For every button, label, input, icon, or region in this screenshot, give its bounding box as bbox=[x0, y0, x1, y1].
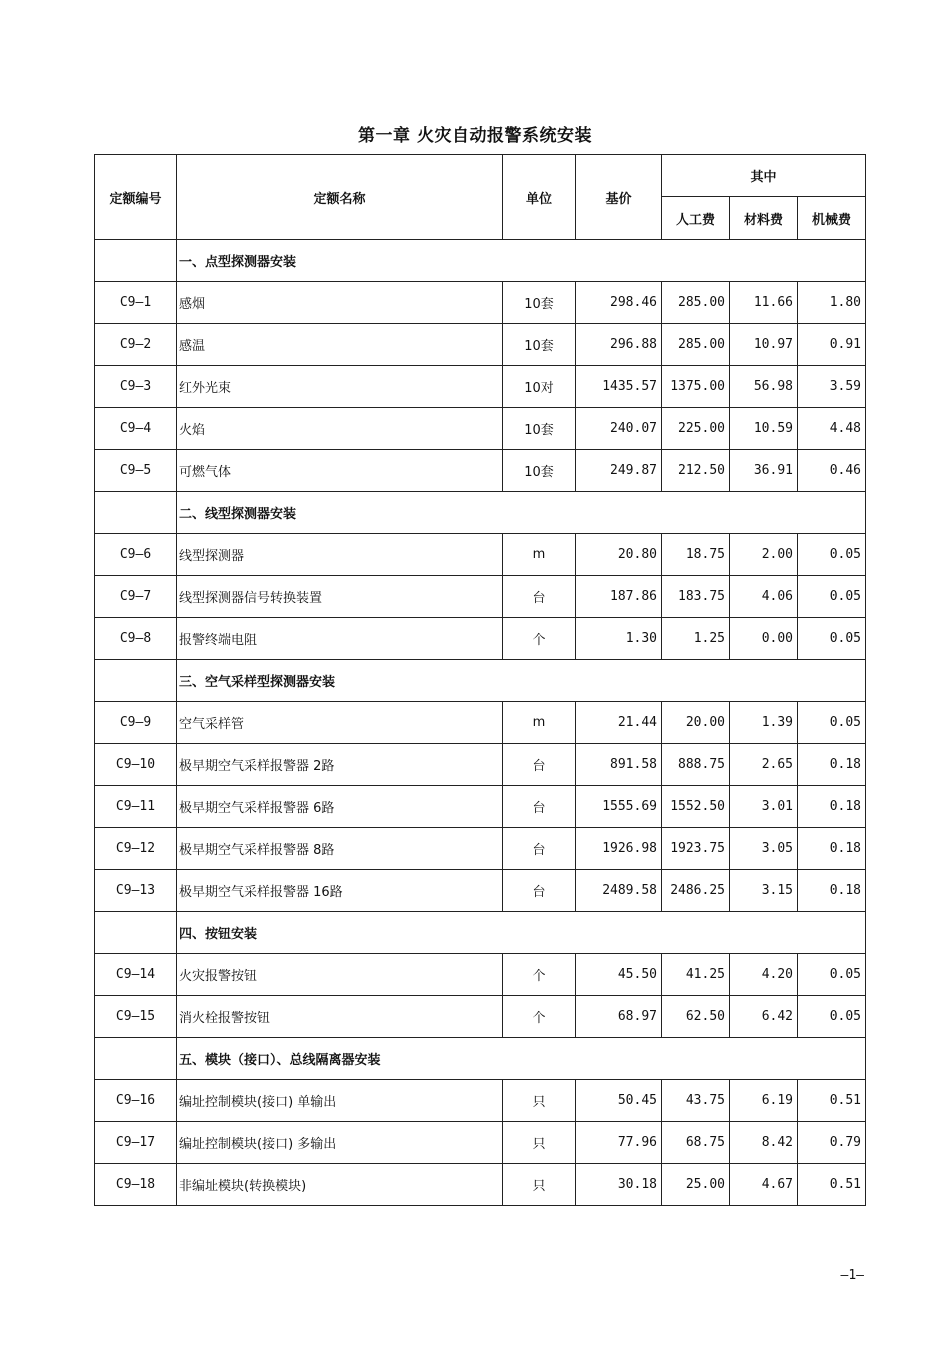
cell-machine: 0.18 bbox=[798, 870, 866, 912]
cell-material: 10.97 bbox=[730, 324, 798, 366]
cell-code: C9—17 bbox=[95, 1122, 177, 1164]
cell-labor: 2486.25 bbox=[662, 870, 730, 912]
section-code-cell bbox=[95, 1038, 177, 1080]
cell-unit: m bbox=[503, 534, 576, 576]
cell-base-price: 298.46 bbox=[576, 282, 662, 324]
table-row bbox=[95, 870, 866, 912]
cell-code: C9—15 bbox=[95, 996, 177, 1038]
header-code: 定额编号 bbox=[95, 155, 177, 240]
cell-unit: 个 bbox=[503, 954, 576, 996]
header-group: 其中 bbox=[662, 155, 866, 197]
cell-unit: 台 bbox=[503, 786, 576, 828]
cell-material: 4.67 bbox=[730, 1164, 798, 1206]
section-title: 四、按钮安装 bbox=[177, 912, 866, 954]
cell-material: 11.66 bbox=[730, 282, 798, 324]
cell-machine: 0.46 bbox=[798, 450, 866, 492]
table-row bbox=[95, 828, 866, 870]
header-labor: 人工费 bbox=[662, 197, 730, 240]
table-row bbox=[95, 1122, 866, 1164]
cell-material: 4.06 bbox=[730, 576, 798, 618]
cell-labor: 41.25 bbox=[662, 954, 730, 996]
table-row bbox=[95, 576, 866, 618]
cell-name: 编址控制模块(接口) 多输出 bbox=[177, 1122, 503, 1164]
cell-labor: 1.25 bbox=[662, 618, 730, 660]
cell-machine: 0.18 bbox=[798, 786, 866, 828]
cell-machine: 0.05 bbox=[798, 996, 866, 1038]
cell-unit: 台 bbox=[503, 870, 576, 912]
cell-labor: 225.00 bbox=[662, 408, 730, 450]
section-code-cell bbox=[95, 912, 177, 954]
section-row bbox=[95, 492, 866, 534]
cell-unit: 10对 bbox=[503, 366, 576, 408]
cell-base-price: 1926.98 bbox=[576, 828, 662, 870]
cell-name: 空气采样管 bbox=[177, 702, 503, 744]
cell-name: 极早期空气采样报警器 2路 bbox=[177, 744, 503, 786]
cell-code: C9—18 bbox=[95, 1164, 177, 1206]
section-code-cell bbox=[95, 660, 177, 702]
cell-code: C9—8 bbox=[95, 618, 177, 660]
cell-base-price: 1435.57 bbox=[576, 366, 662, 408]
table-row bbox=[95, 786, 866, 828]
cell-material: 0.00 bbox=[730, 618, 798, 660]
cell-material: 1.39 bbox=[730, 702, 798, 744]
section-title: 二、线型探测器安装 bbox=[177, 492, 866, 534]
cell-unit: m bbox=[503, 702, 576, 744]
cell-material: 6.19 bbox=[730, 1080, 798, 1122]
cell-code: C9—7 bbox=[95, 576, 177, 618]
cell-name: 可燃气体 bbox=[177, 450, 503, 492]
table-row bbox=[95, 366, 866, 408]
cell-material: 10.59 bbox=[730, 408, 798, 450]
cell-name: 感烟 bbox=[177, 282, 503, 324]
cell-name: 编址控制模块(接口) 单输出 bbox=[177, 1080, 503, 1122]
cell-unit: 个 bbox=[503, 996, 576, 1038]
cell-machine: 0.51 bbox=[798, 1080, 866, 1122]
section-code-cell bbox=[95, 492, 177, 534]
header-unit: 单位 bbox=[503, 155, 576, 240]
cell-machine: 0.05 bbox=[798, 618, 866, 660]
cell-unit: 台 bbox=[503, 576, 576, 618]
cell-base-price: 296.88 bbox=[576, 324, 662, 366]
table-body bbox=[95, 240, 866, 1206]
cell-material: 3.01 bbox=[730, 786, 798, 828]
cell-material: 3.05 bbox=[730, 828, 798, 870]
cell-labor: 212.50 bbox=[662, 450, 730, 492]
cell-machine: 0.79 bbox=[798, 1122, 866, 1164]
cell-base-price: 2489.58 bbox=[576, 870, 662, 912]
cell-machine: 0.05 bbox=[798, 534, 866, 576]
cell-code: C9—2 bbox=[95, 324, 177, 366]
cell-name: 极早期空气采样报警器 8路 bbox=[177, 828, 503, 870]
cell-code: C9—5 bbox=[95, 450, 177, 492]
table-row bbox=[95, 282, 866, 324]
section-code-cell bbox=[95, 240, 177, 282]
cell-machine: 4.48 bbox=[798, 408, 866, 450]
cell-labor: 68.75 bbox=[662, 1122, 730, 1164]
cell-unit: 只 bbox=[503, 1080, 576, 1122]
cell-material: 56.98 bbox=[730, 366, 798, 408]
cell-unit: 10套 bbox=[503, 282, 576, 324]
quota-table bbox=[94, 154, 866, 1206]
header-base-price: 基价 bbox=[576, 155, 662, 240]
cell-labor: 43.75 bbox=[662, 1080, 730, 1122]
section-row bbox=[95, 240, 866, 282]
cell-material: 36.91 bbox=[730, 450, 798, 492]
cell-labor: 62.50 bbox=[662, 996, 730, 1038]
cell-name: 红外光束 bbox=[177, 366, 503, 408]
cell-code: C9—16 bbox=[95, 1080, 177, 1122]
header-machine: 机械费 bbox=[798, 197, 866, 240]
cell-unit: 只 bbox=[503, 1164, 576, 1206]
cell-name: 消火栓报警按钮 bbox=[177, 996, 503, 1038]
section-row bbox=[95, 1038, 866, 1080]
cell-unit: 10套 bbox=[503, 408, 576, 450]
cell-machine: 0.05 bbox=[798, 702, 866, 744]
table-row bbox=[95, 744, 866, 786]
cell-base-price: 187.86 bbox=[576, 576, 662, 618]
cell-base-price: 1.30 bbox=[576, 618, 662, 660]
cell-base-price: 21.44 bbox=[576, 702, 662, 744]
cell-labor: 25.00 bbox=[662, 1164, 730, 1206]
section-title: 五、模块（接口）、总线隔离器安装 bbox=[177, 1038, 866, 1080]
cell-code: C9—14 bbox=[95, 954, 177, 996]
cell-labor: 1923.75 bbox=[662, 828, 730, 870]
cell-name: 极早期空气采样报警器 16路 bbox=[177, 870, 503, 912]
cell-code: C9—9 bbox=[95, 702, 177, 744]
cell-machine: 1.80 bbox=[798, 282, 866, 324]
cell-machine: 0.51 bbox=[798, 1164, 866, 1206]
table-row bbox=[95, 702, 866, 744]
cell-base-price: 1555.69 bbox=[576, 786, 662, 828]
cell-machine: 0.18 bbox=[798, 828, 866, 870]
page-title: 第一章 火灾自动报警系统安装 bbox=[358, 126, 592, 146]
table-row bbox=[95, 996, 866, 1038]
cell-material: 2.65 bbox=[730, 744, 798, 786]
cell-machine: 0.05 bbox=[798, 576, 866, 618]
cell-material: 4.20 bbox=[730, 954, 798, 996]
cell-base-price: 249.87 bbox=[576, 450, 662, 492]
cell-base-price: 68.97 bbox=[576, 996, 662, 1038]
cell-name: 线型探测器 bbox=[177, 534, 503, 576]
cell-machine: 0.18 bbox=[798, 744, 866, 786]
cell-base-price: 240.07 bbox=[576, 408, 662, 450]
cell-code: C9—3 bbox=[95, 366, 177, 408]
cell-code: C9—12 bbox=[95, 828, 177, 870]
cell-labor: 1552.50 bbox=[662, 786, 730, 828]
table-header bbox=[95, 155, 866, 240]
cell-code: C9—13 bbox=[95, 870, 177, 912]
section-row bbox=[95, 912, 866, 954]
table-row bbox=[95, 324, 866, 366]
cell-code: C9—4 bbox=[95, 408, 177, 450]
cell-labor: 183.75 bbox=[662, 576, 730, 618]
cell-base-price: 77.96 bbox=[576, 1122, 662, 1164]
cell-unit: 台 bbox=[503, 828, 576, 870]
header-name: 定额名称 bbox=[177, 155, 503, 240]
table-row bbox=[95, 534, 866, 576]
cell-base-price: 891.58 bbox=[576, 744, 662, 786]
page-number: —1— bbox=[840, 1268, 864, 1283]
cell-name: 感温 bbox=[177, 324, 503, 366]
cell-base-price: 30.18 bbox=[576, 1164, 662, 1206]
cell-machine: 0.91 bbox=[798, 324, 866, 366]
header-material: 材料费 bbox=[730, 197, 798, 240]
cell-code: C9—1 bbox=[95, 282, 177, 324]
cell-base-price: 20.80 bbox=[576, 534, 662, 576]
table-row bbox=[95, 450, 866, 492]
cell-name: 线型探测器信号转换装置 bbox=[177, 576, 503, 618]
cell-material: 6.42 bbox=[730, 996, 798, 1038]
cell-labor: 285.00 bbox=[662, 324, 730, 366]
table-row bbox=[95, 618, 866, 660]
cell-machine: 3.59 bbox=[798, 366, 866, 408]
cell-name: 非编址模块(转换模块) bbox=[177, 1164, 503, 1206]
cell-name: 极早期空气采样报警器 6路 bbox=[177, 786, 503, 828]
section-title: 一、点型探测器安装 bbox=[177, 240, 866, 282]
cell-labor: 888.75 bbox=[662, 744, 730, 786]
cell-labor: 285.00 bbox=[662, 282, 730, 324]
cell-unit: 个 bbox=[503, 618, 576, 660]
cell-base-price: 50.45 bbox=[576, 1080, 662, 1122]
cell-unit: 只 bbox=[503, 1122, 576, 1164]
cell-material: 2.00 bbox=[730, 534, 798, 576]
cell-name: 报警终端电阻 bbox=[177, 618, 503, 660]
cell-material: 3.15 bbox=[730, 870, 798, 912]
cell-machine: 0.05 bbox=[798, 954, 866, 996]
cell-name: 火焰 bbox=[177, 408, 503, 450]
cell-unit: 10套 bbox=[503, 324, 576, 366]
cell-base-price: 45.50 bbox=[576, 954, 662, 996]
cell-code: C9—10 bbox=[95, 744, 177, 786]
cell-labor: 1375.00 bbox=[662, 366, 730, 408]
table-row bbox=[95, 954, 866, 996]
cell-name: 火灾报警按钮 bbox=[177, 954, 503, 996]
section-row bbox=[95, 660, 866, 702]
cell-code: C9—6 bbox=[95, 534, 177, 576]
cell-labor: 20.00 bbox=[662, 702, 730, 744]
section-title: 三、空气采样型探测器安装 bbox=[177, 660, 866, 702]
cell-unit: 台 bbox=[503, 744, 576, 786]
cell-labor: 18.75 bbox=[662, 534, 730, 576]
table-row bbox=[95, 1080, 866, 1122]
cell-material: 8.42 bbox=[730, 1122, 798, 1164]
table-row bbox=[95, 1164, 866, 1206]
cell-unit: 10套 bbox=[503, 450, 576, 492]
cell-code: C9—11 bbox=[95, 786, 177, 828]
table-row bbox=[95, 408, 866, 450]
